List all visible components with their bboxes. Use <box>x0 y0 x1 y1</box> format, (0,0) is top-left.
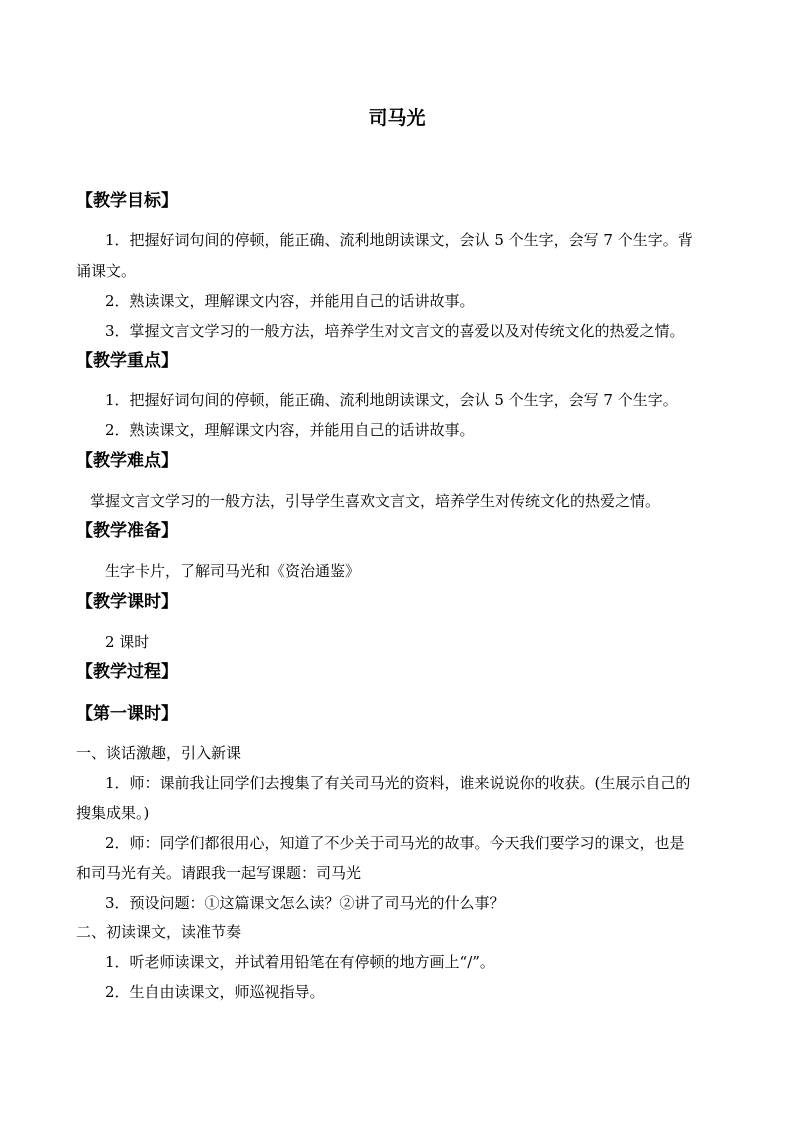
preparation-text: 生字卡片，了解司马光和《资治通鉴》 <box>105 562 361 580</box>
goal-item-2: 2．熟读课文，理解课文内容，并能用自己的话讲故事。 <box>105 292 475 310</box>
heading-teaching-key-points: 【教学重点】 <box>76 351 178 371</box>
heading-teaching-preparation: 【教学准备】 <box>76 521 178 541</box>
key-item-2: 2．熟读课文，理解课文内容，并能用自己的话讲故事。 <box>105 421 475 439</box>
part-2-item-2: 2．生自由读课文，师巡视指导。 <box>105 983 325 1001</box>
heading-first-lesson: 【第一课时】 <box>76 704 178 724</box>
part-1-item-2: 2．师：同学们都很用心，知道了不少关于司马光的故事。今天我们要学习的课文，也是 <box>105 834 685 852</box>
part-1-item-1-continued: 搜集成果。) <box>76 804 150 822</box>
goal-item-3: 3．掌握文言文学习的一般方法，培养学生对文言文的喜爱以及对传统文化的热爱之情。 <box>105 322 685 340</box>
heading-teaching-process: 【教学过程】 <box>76 662 178 682</box>
part-1-item-3: 3．预设问题：①这篇课文怎么读？②讲了司马光的什么事？ <box>105 894 505 912</box>
goal-item-1: 1．把握好词句间的停顿，能正确、流利地朗读课文，会认 5 个生字，会写 7 个生字。背 <box>105 231 693 249</box>
part-2-title: 二、初读课文，读准节奏 <box>76 923 242 941</box>
key-item-1: 1．把握好词句间的停顿，能正确、流利地朗读课文，会认 5 个生字，会写 7 个生字。 <box>105 391 678 409</box>
difficulty-text: 掌握文言文学习的一般方法，引导学生喜欢文言文，培养学生对传统文化的热爱之情。 <box>90 492 661 510</box>
heading-class-hours: 【教学课时】 <box>76 592 178 612</box>
goal-item-1-continued: 诵课文。 <box>76 262 137 280</box>
heading-teaching-difficulties: 【教学难点】 <box>76 451 178 471</box>
part-1-item-2-continued: 和司马光有关。请跟我一起写课题：司马光 <box>76 864 362 882</box>
part-1-title: 一、谈话激趣，引入新课 <box>76 744 242 762</box>
heading-teaching-goals: 【教学目标】 <box>76 191 178 211</box>
part-2-item-1: 1．听老师读课文，并试着用铅笔在有停顿的地方画上“/”。 <box>105 953 495 971</box>
class-hours-text: 2 课时 <box>105 633 150 651</box>
part-1-item-1: 1．师：课前我让同学们去搜集了有关司马光的资料，谁来说说你的收获。(生展示自己的 <box>105 774 691 792</box>
document-title: 司马光 <box>368 107 426 129</box>
